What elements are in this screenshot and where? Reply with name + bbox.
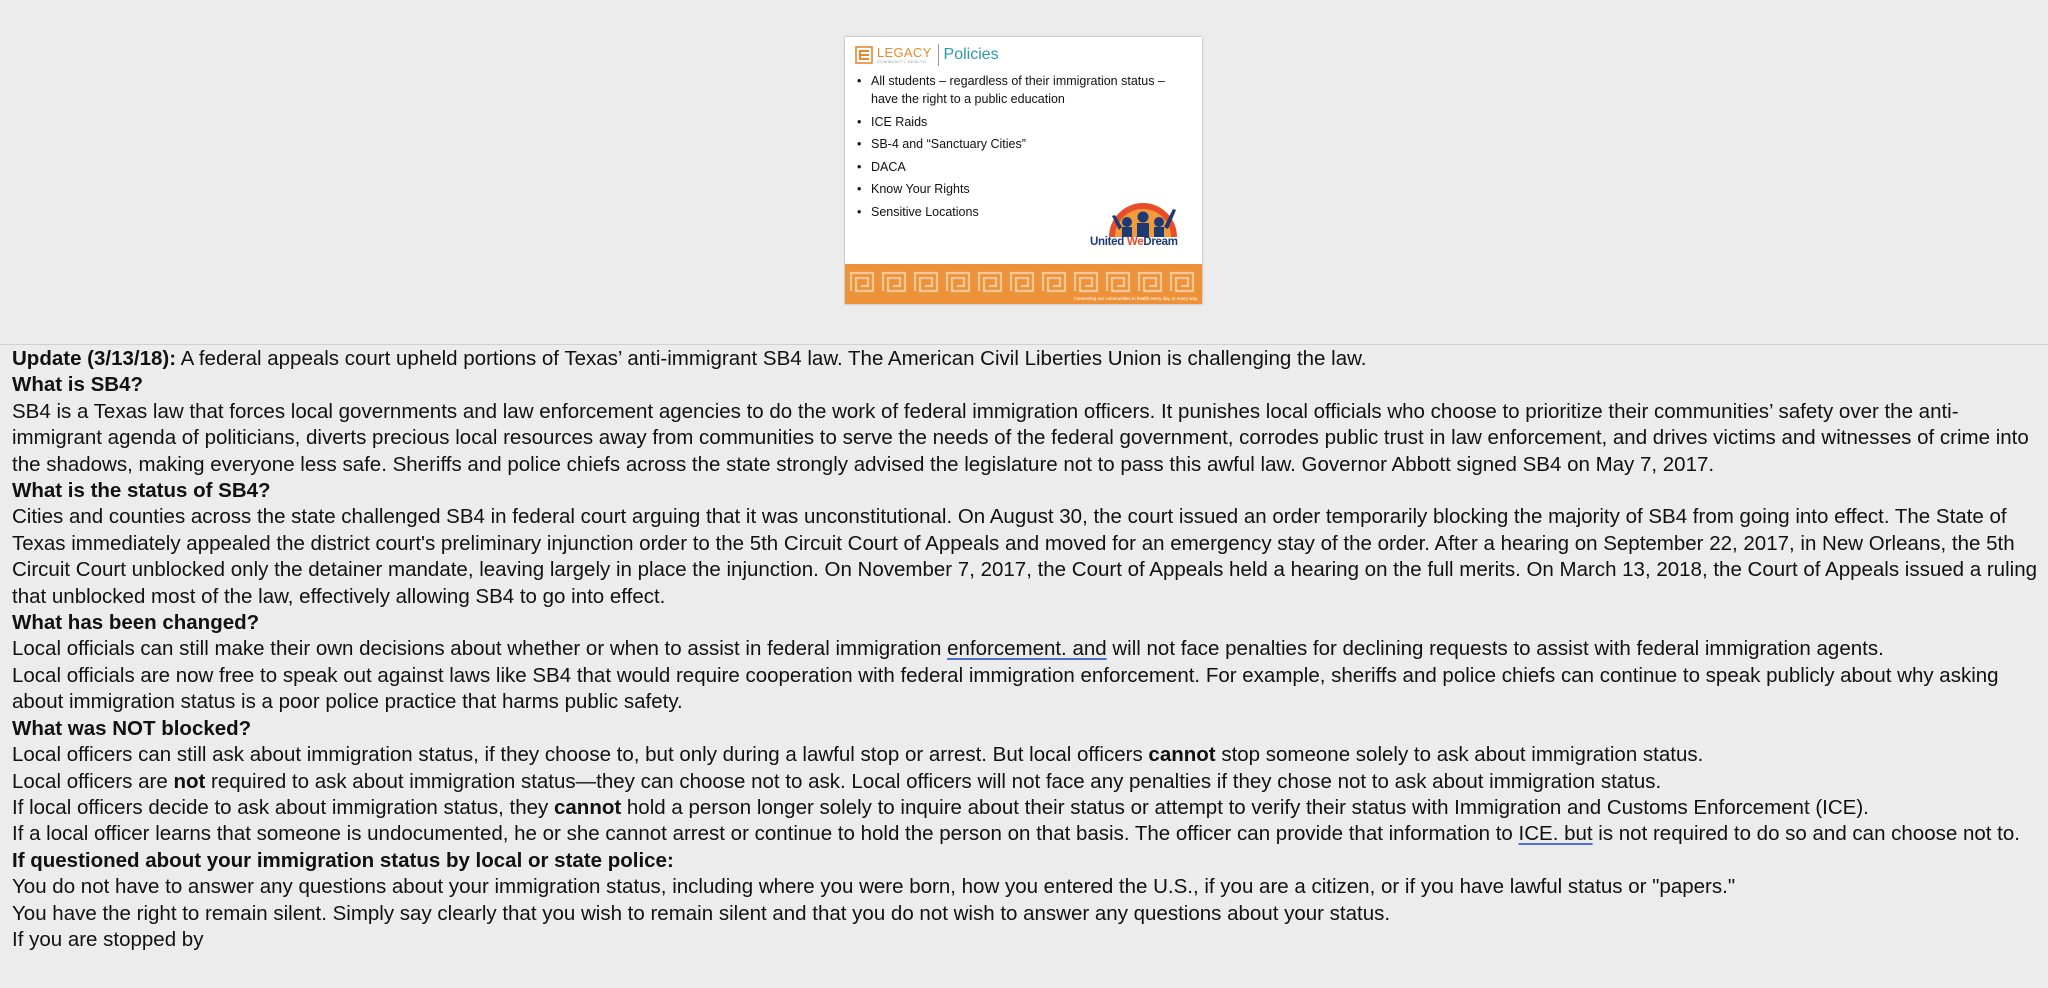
bold-run: cannot [1148, 743, 1216, 767]
update-label: Update (3/13/18): [12, 347, 177, 370]
text-run: If local officers decide to ask about immigration status, they [12, 795, 554, 819]
paragraph-changed-1 [12, 636, 2042, 662]
legacy-logo-icon [855, 46, 873, 64]
paragraph-questioned-1: You do not have to answer any questions about your immigration status, including where you were born, how you entered the U.S., if you are a citizen, or if you have lawful status or "papers." [12, 875, 1736, 899]
header-divider [938, 44, 939, 66]
heading-if-questioned: If questioned about your immigration status by local or state police: [12, 848, 674, 872]
heading-what-changed: What has been changed? [12, 611, 260, 635]
page-divider [0, 344, 2048, 345]
text-run: Local officers can still ask about immigration status, if they choose to, but only during a lawful stop or arrest. But local officers [12, 743, 1149, 767]
paragraph-not-blocked-1 [12, 742, 2042, 768]
greek-key-pattern-icon [847, 269, 1200, 295]
underlined-link-ice[interactable]: ICE. but [1518, 822, 1593, 846]
article-body [12, 346, 2042, 953]
bold-run: not [173, 769, 206, 793]
text-run: stop someone solely to ask about immigration status. [1215, 743, 1704, 767]
paragraph-questioned-2: You have the right to remain silent. Simply say clearly that you wish to remain silent and that you do not wish to answer any questions about your status. [12, 901, 1391, 925]
slide-thumbnail[interactable] [845, 37, 1202, 304]
text-run: will not face penalties for declining requests to assist with federal immigration agents. [1106, 637, 1884, 661]
update-text: A federal appeals court upheld portions of Texas’ anti-immigrant SB4 law. The American Civil Liberties Union is challenging the law. [176, 347, 1367, 370]
slide-footer-band [845, 264, 1202, 304]
heading-not-blocked: What was NOT blocked? [12, 716, 252, 740]
wordmark-part: Dream [1143, 236, 1178, 248]
legacy-logo-word: LEGACY [877, 45, 932, 60]
slide-bullet: • SB-4 and “Sanctuary Cities” [857, 135, 1171, 153]
paragraph-questioned-3: If you are stopped by [12, 927, 204, 951]
paragraph-not-blocked-3 [12, 795, 2042, 821]
united-we-dream-wordmark [1090, 236, 1178, 248]
wordmark-part: United [1090, 236, 1127, 248]
slide-bullet: • ICE Raids [857, 113, 1171, 131]
text-run: Local officials can still make their own decisions about whether or when to assist in federal immigration [12, 637, 948, 661]
paragraph-status-of-sb4: Cities and counties across the state challenged SB4 in federal court arguing that it was unconstitutional. On August 30, the court issued an order temporarily blocking the majority of SB4 from going into effect. The State of Texas immediately appealed the district court's preliminary injunction order to the 5th Circuit Court of Appeals and moved for an emergency stay of the order. After a hearing on September 22, 2017, in New Orleans, the 5th Circuit Court unblocked only the detainer mandate, leaving largely in place the injunction. On November 7, 2017, the Court of Appeals held a hearing on the full merits. On March 13, 2018, the Court of Appeals issued a ruling that unblocked most of the law, effectively allowing SB4 to go into effect. [12, 505, 2037, 608]
slide-preview-area [0, 0, 2048, 344]
slide-title: Policies [943, 46, 999, 63]
slide-bullet: • DACA [857, 158, 1171, 176]
paragraph-what-is-sb4: SB4 is a Texas law that forces local governments and law enforcement agencies to do the work of federal immigration officers. It punishes local officials who choose to prioritize their communities’ safety over the anti-immigrant agenda of politicians, diverts precious local resources away from communities to serve the needs of the federal government, corrodes public trust in law enforcement, and drives victims and witnesses of crime into the shadows, making everyone less safe. Sheriffs and police chiefs across the state strongly advised the legislature not to pass this awful law. Governor Abbott signed SB4 on May 7, 2017. [12, 399, 2029, 476]
heading-what-is-sb4: What is SB4? [12, 373, 143, 397]
paragraph-changed-2: Local officials are now free to speak out against laws like SB4 that would require cooperation with federal immigration enforcement. For example, sheriffs and police chiefs can continue to speak publicly about why asking about immigration status is a poor police practice that harms public safety. [12, 663, 1999, 714]
wordmark-part: We [1126, 236, 1144, 248]
legacy-logo-subtitle: COMMUNITY HEALTH [877, 59, 927, 64]
text-run: Local officers are [12, 769, 174, 793]
update-paragraph [12, 346, 2042, 372]
slide-bullet: • Know Your Rights [857, 180, 1171, 198]
text-run: is not required to do so and can choose not to. [1592, 822, 2020, 846]
bold-run: cannot [554, 795, 622, 819]
text-run: If a local officer learns that someone is undocumented, he or she cannot arrest or continue to hold the person on that basis. The officer can provide that information to [12, 822, 1519, 846]
text-run: hold a person longer solely to inquire about their status or attempt to verify their status with Immigration and Customs Enforcement (ICE). [621, 795, 1869, 819]
heading-status-of-sb4: What is the status of SB4? [12, 479, 271, 503]
slide-bullet: • All students – regardless of their immigration status – have the right to a public education [857, 72, 1171, 108]
paragraph-not-blocked-2 [12, 769, 2042, 795]
underlined-link-enforcement[interactable]: enforcement. and [947, 637, 1107, 661]
slide-bullet: • Sensitive Locations [857, 203, 1171, 221]
slide-header [855, 44, 999, 66]
text-run: required to ask about immigration status—they can choose not to ask. Local officers will not face any penalties if they chose not to ask about immigration status. [205, 769, 1662, 793]
footer-tagline: Connecting our communities to health every day, in every way. [1073, 296, 1198, 301]
legacy-logo-text [877, 46, 932, 64]
paragraph-not-blocked-4 [12, 821, 2042, 847]
